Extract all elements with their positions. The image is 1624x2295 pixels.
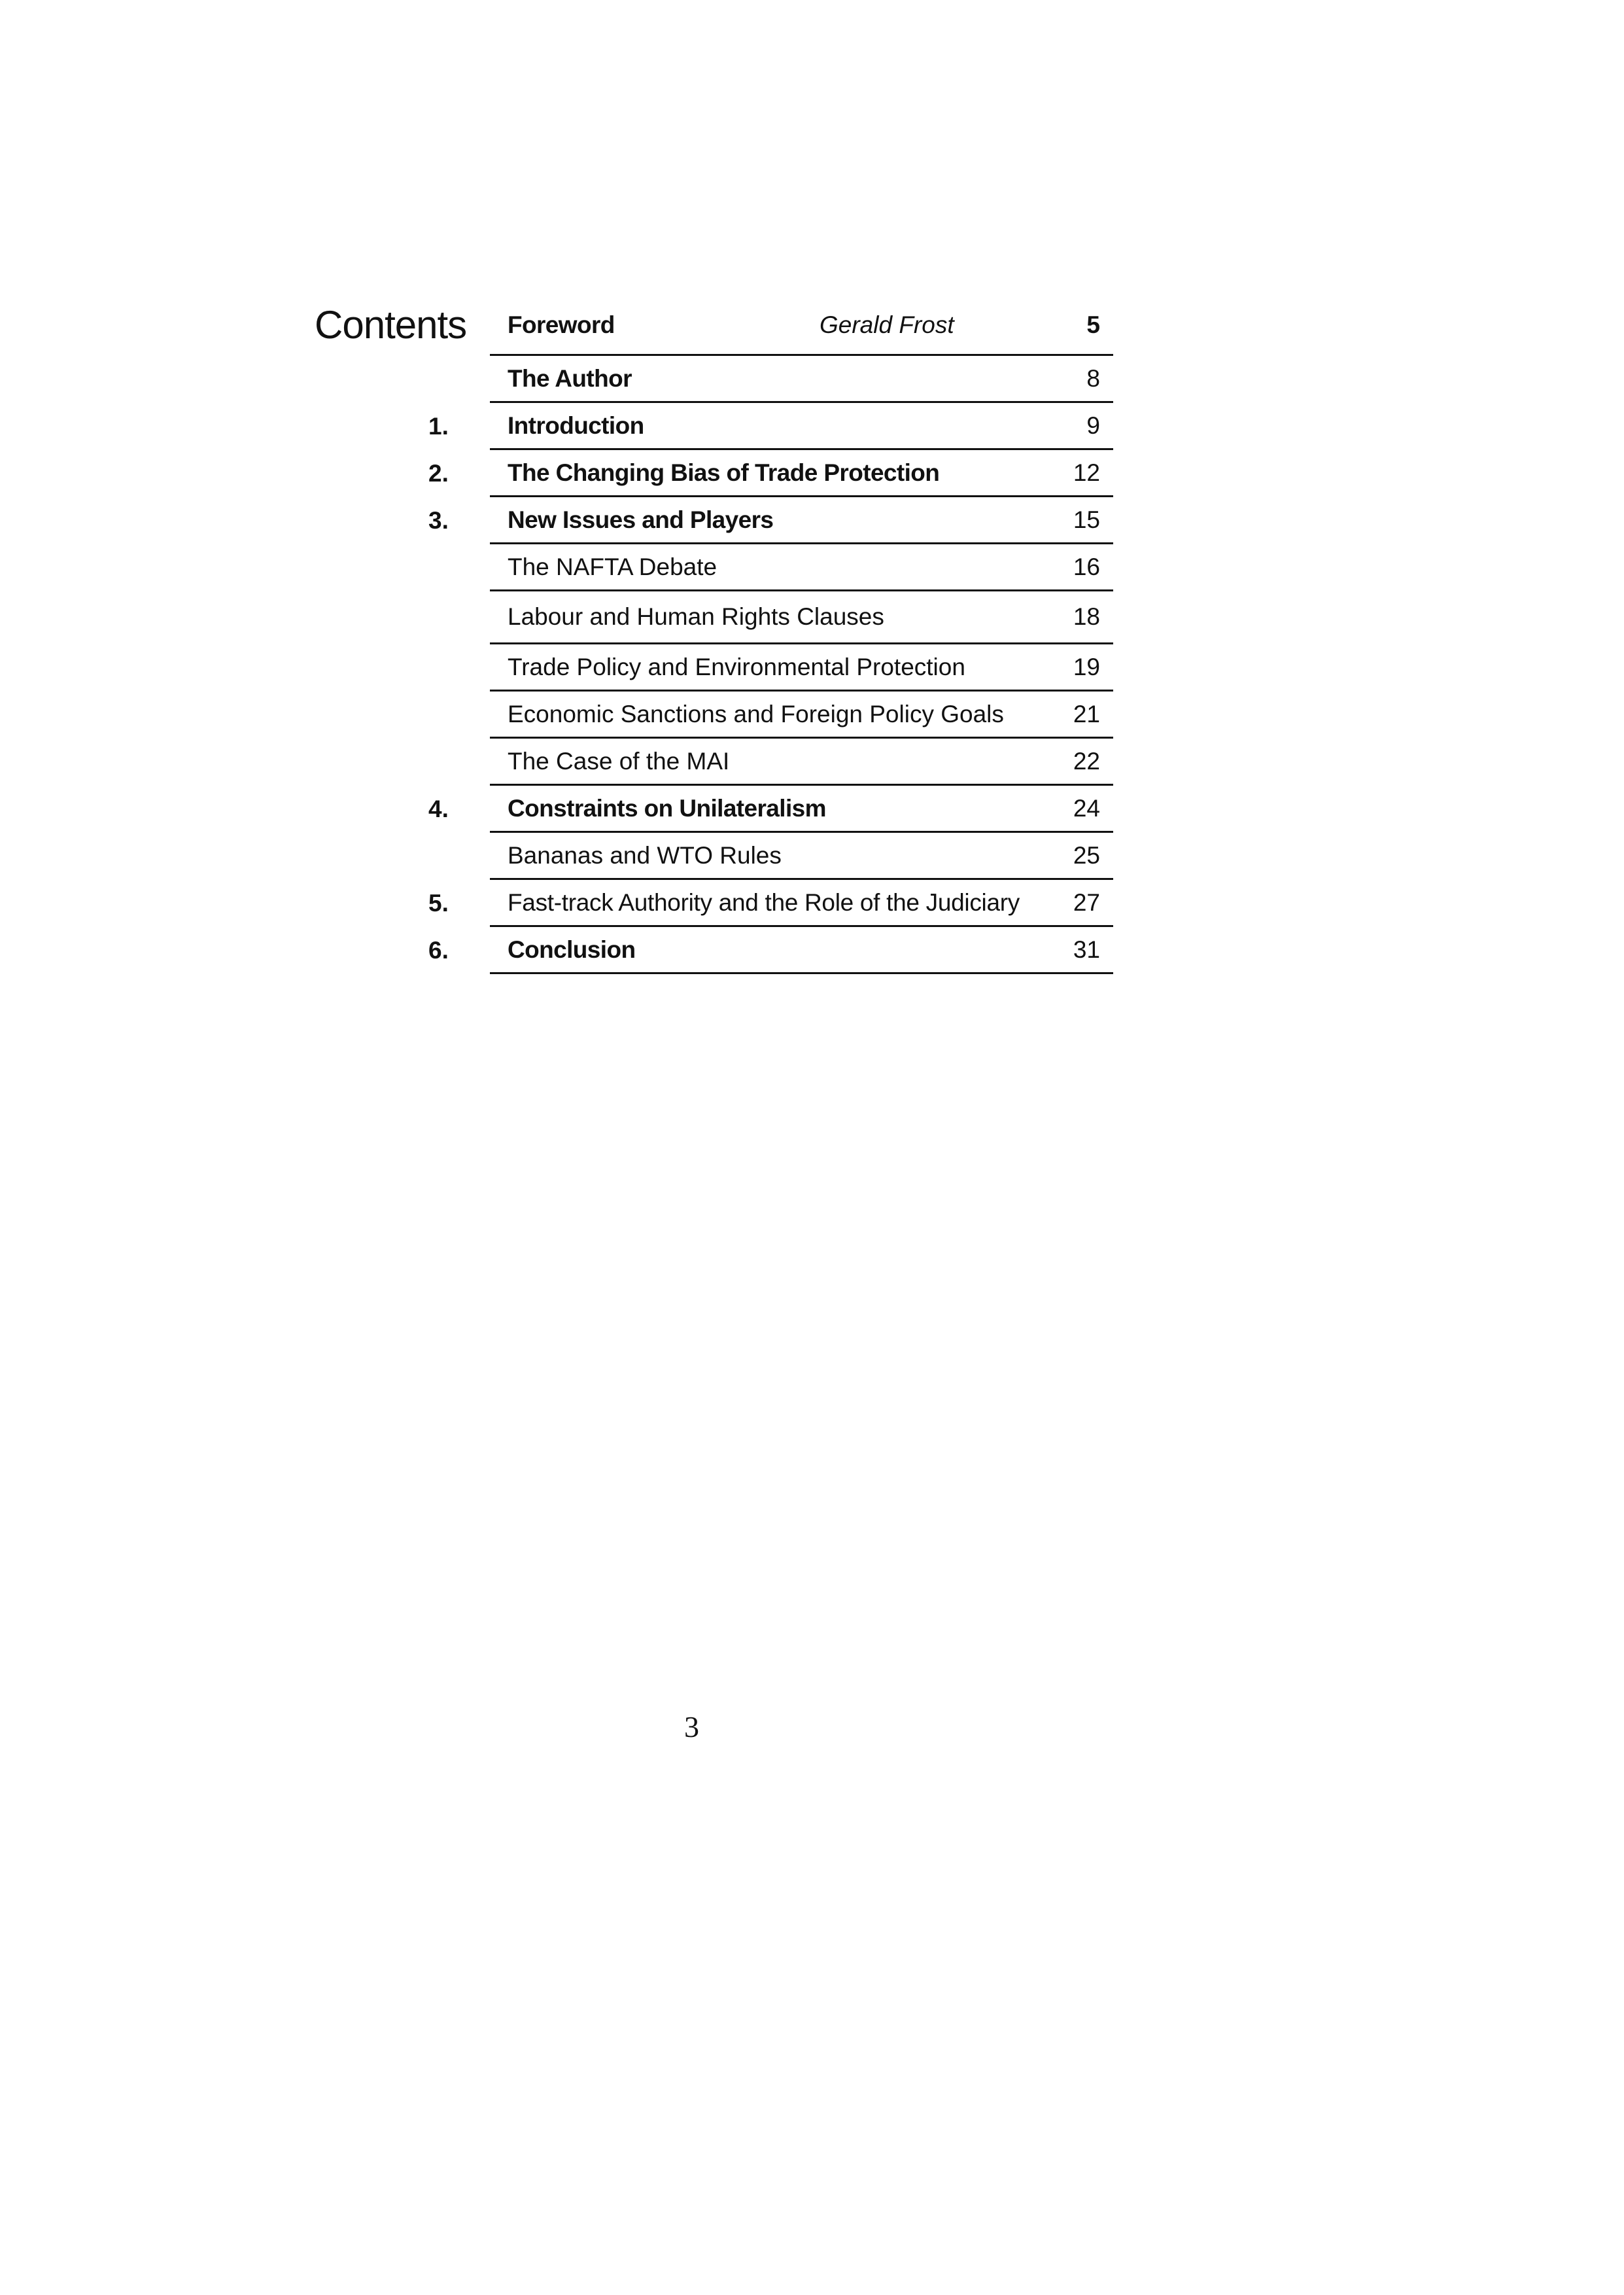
entry-page: 5 [1086, 311, 1100, 338]
entry-page: 31 [1073, 936, 1100, 963]
entry-body [490, 356, 1113, 403]
toc-entry [428, 544, 1113, 591]
toc-entry [428, 927, 1113, 974]
entry-page: 19 [1073, 653, 1100, 680]
entry-body [490, 833, 1113, 880]
entry-number: 6. [428, 937, 449, 964]
entry-number [428, 833, 490, 880]
entry-author: Gerald Frost [820, 311, 954, 338]
entry-page: 27 [1073, 888, 1100, 916]
entry-page: 24 [1073, 794, 1100, 822]
toc-entry [428, 356, 1113, 403]
toc-entry [428, 880, 1113, 927]
toc-entry [428, 786, 1113, 833]
entry-page: 12 [1073, 459, 1100, 486]
table-of-contents [428, 309, 1113, 974]
toc-entry [428, 450, 1113, 497]
entry-number [428, 544, 490, 591]
toc-entry [428, 591, 1113, 644]
entry-body [490, 927, 1113, 974]
entry-body [490, 544, 1113, 591]
entry-number [428, 591, 490, 644]
entry-page: 18 [1073, 603, 1100, 630]
entry-title: Constraints on Unilateralism [508, 794, 826, 822]
entry-title: Economic Sanctions and Foreign Policy Goals [508, 700, 1004, 727]
toc-entry [428, 692, 1113, 739]
entry-body [490, 591, 1113, 644]
entry-body [490, 497, 1113, 544]
entry-body [490, 786, 1113, 833]
entry-number: 1. [428, 413, 449, 440]
entry-page: 8 [1086, 364, 1100, 392]
entry-number: 2. [428, 460, 449, 487]
entry-body [490, 739, 1113, 786]
toc-entry [428, 497, 1113, 544]
contents-heading: Contents [315, 303, 467, 347]
entry-title: The Author [508, 364, 632, 392]
toc-entry [428, 309, 1113, 356]
entry-title: Bananas and WTO Rules [508, 841, 782, 869]
entry-number: 3. [428, 507, 449, 534]
toc-entry [428, 403, 1113, 450]
entry-body [490, 644, 1113, 692]
entry-body [490, 692, 1113, 739]
toc-entry [428, 644, 1113, 692]
entry-title: Conclusion [508, 936, 636, 963]
toc-entry [428, 739, 1113, 786]
entry-body [490, 450, 1113, 497]
entry-number [428, 644, 490, 692]
entry-page: 21 [1073, 700, 1100, 727]
entry-body [490, 309, 1113, 356]
entry-title: The Changing Bias of Trade Protection [508, 459, 940, 486]
toc-entry [428, 833, 1113, 880]
entry-body [490, 880, 1113, 927]
entry-number: 5. [428, 890, 449, 917]
entry-title: Labour and Human Rights Clauses [508, 603, 884, 630]
entry-page: 25 [1073, 841, 1100, 869]
entry-page: 16 [1073, 553, 1100, 580]
entry-number: 4. [428, 796, 449, 822]
entry-number [428, 356, 490, 403]
entry-number [428, 692, 490, 739]
entry-number [428, 309, 490, 356]
entry-number [428, 739, 490, 786]
entry-title: Fast-track Authority and the Role of the Judiciary [508, 888, 1020, 916]
entry-page: 15 [1073, 506, 1100, 533]
entry-title: Trade Policy and Environmental Protection [508, 653, 965, 680]
entry-page: 9 [1086, 412, 1100, 439]
entry-title: The Case of the MAI [508, 747, 730, 775]
entry-title: Foreword [508, 311, 615, 338]
entry-page: 22 [1073, 747, 1100, 775]
entry-title: Introduction [508, 412, 644, 439]
entry-title: The NAFTA Debate [508, 553, 717, 580]
entry-body [490, 403, 1113, 450]
entry-title: New Issues and Players [508, 506, 774, 533]
page-number: 3 [684, 1710, 699, 1743]
